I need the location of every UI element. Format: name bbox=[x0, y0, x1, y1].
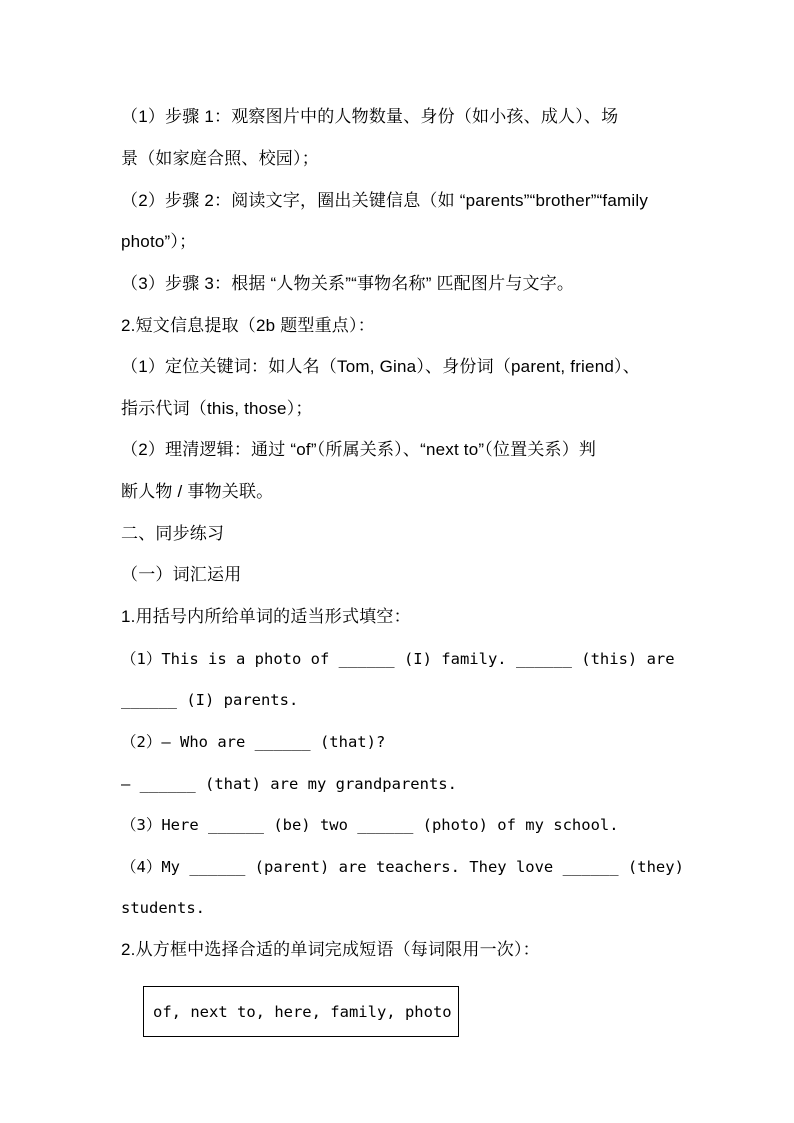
exercise-1-item-2-line-1: （2）— Who are ______ (that)? bbox=[121, 733, 386, 751]
exercise-1-item-1-line-2: ______ (I) parents. bbox=[121, 691, 299, 709]
word-box bbox=[143, 986, 459, 1037]
exercise-2-instruction: 2.从方框中选择合适的单词完成短语（每词限用一次）： bbox=[121, 940, 540, 959]
step-3-line: （3）步骤 3：根据 “人物关系”“事物名称” 匹配图片与文字。 bbox=[121, 274, 575, 293]
step-1-line-2: 景（如家庭合照、校园）； bbox=[121, 149, 319, 168]
step-1-line-1: （1）步骤 1：观察图片中的人物数量、身份（如小孩、成人）、场 bbox=[121, 107, 619, 126]
keyword-line-2: 指示代词（this, those）； bbox=[121, 399, 313, 418]
exercise-1-item-4-line-2: students. bbox=[121, 899, 205, 917]
step-2-line-1: （2）步骤 2：阅读文字，圈出关键信息（如 “parents”“brother”“family bbox=[121, 191, 649, 210]
vocab-heading: （一）词汇运用 bbox=[121, 565, 242, 584]
section-2-heading: 2.短文信息提取（2b 题型重点）： bbox=[121, 316, 375, 335]
keyword-line-1: （1）定位关键词：如人名（Tom, Gina）、身份词（parent, friend）、 bbox=[121, 357, 640, 376]
practice-heading: 二、同步练习 bbox=[121, 524, 225, 543]
exercise-1-instruction: 1.用括号内所给单词的适当形式填空： bbox=[121, 607, 411, 626]
word-box-words: of, next to, here, family, photo bbox=[153, 1003, 452, 1021]
exercise-1-item-1-line-1: （1）This is a photo of ______ (I) family. ______ (this) are bbox=[121, 650, 675, 668]
step-2-line-2: photo”）； bbox=[121, 232, 197, 251]
exercise-1-item-3: （3）Here ______ (be) two ______ (photo) of my school. bbox=[121, 816, 619, 834]
logic-line-1: （2）理清逻辑：通过 “of”（所属关系）、“next to”（位置关系）判 bbox=[121, 440, 597, 459]
exercise-1-item-4-line-1: （4）My ______ (parent) are teachers. They love ______ (they) bbox=[121, 858, 684, 876]
logic-line-2: 断人物 / 事物关联。 bbox=[121, 482, 274, 501]
exercise-1-item-2-line-2: — ______ (that) are my grandparents. bbox=[121, 775, 457, 793]
